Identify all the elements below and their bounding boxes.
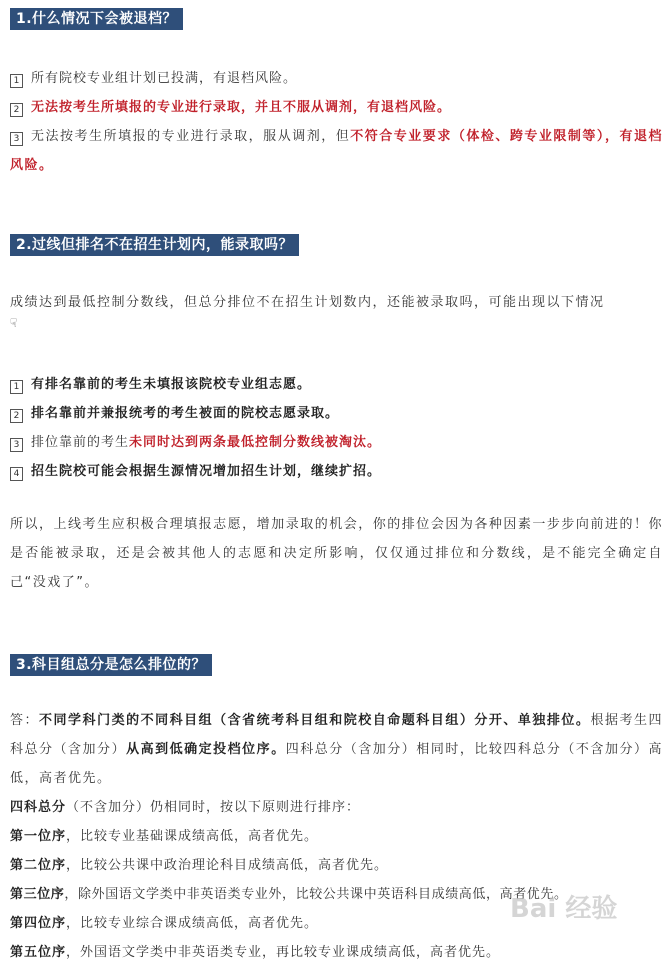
section-2-heading: 2.过线但排名不在招生计划内，能录取吗？ (10, 234, 299, 256)
s3-rule-intro: 四科总分（不含加分）仍相同时，按以下原则进行排序： (10, 800, 361, 815)
section-3-heading: 3.科目组总分是怎么排位的？ (10, 654, 212, 676)
s3-order-5: 第五位序，外国语文学类中非英语类专业，再比较专业课成绩高低，高者优先。 (10, 945, 501, 960)
baidu-jingyan-watermark: Bai 经验 (510, 894, 618, 924)
s2-conclusion: 所以，上线考生应积极合理填报志愿，增加录取的机会，你的排位会因为各种因素一步步向前进的！你是否能被录取，还是会被其他人的志愿和决定所影响，仅仅通过排位和分数线，是不能完全确定自己“没戏了”。 (10, 517, 663, 590)
section-1-body (0, 64, 669, 180)
s3-order-1: 第一位序，比较专业基础课成绩高低，高者优先。 (10, 829, 319, 844)
s1-item-2: 2 无法按考生所填报的专业进行录取，并且不服从调剂，有退档风险。 (0, 93, 669, 122)
s1-item-3: 3 无法按考生所填报的专业进行录取，服从调剂，但不符合专业要求（体检、跨专业限制等），有退档风险。 (10, 129, 663, 173)
number-box-icon: 2 (10, 103, 23, 117)
s3-order-4: 第四位序，比较专业综合课成绩高低，高者优先。 (10, 916, 319, 931)
s3-answer: 答：不同学科门类的不同科目组（含省统考科目组和院校自命题科目组）分开、单独排位。根据考生四科总分（含加分）从高到低确定投档位序。四科总分（含加分）相同时，比较四科总分（不含加分）高低，高者优先。 (10, 713, 663, 786)
s2-item-1: 1 有排名靠前的考生未填报该院校专业组志愿。 (0, 370, 669, 399)
section-1-heading: 1.什么情况下会被退档？ (10, 8, 183, 30)
s2-item-3: 3 排位靠前的考生未同时达到两条最低控制分数线被淘汰。 (0, 428, 669, 457)
section-2-conclusion (0, 510, 669, 597)
s1-item-1: 1 所有院校专业组计划已投满，有退档风险。 (0, 64, 669, 93)
section-2-body (0, 288, 669, 338)
number-box-icon: 4 (10, 467, 23, 481)
section-3-body (0, 706, 669, 967)
hand-pointing-down-icon: ☟ (10, 316, 19, 330)
number-box-icon: 3 (10, 438, 23, 452)
s2-item-4: 4 招生院校可能会根据生源情况增加招生计划，继续扩招。 (0, 457, 669, 486)
s3-order-2: 第二位序，比较公共课中政治理论科目成绩高低，高者优先。 (10, 858, 389, 873)
section-3 (0, 654, 669, 676)
s2-item-2: 2 排名靠前并兼报统考的考生被面的院校志愿录取。 (0, 399, 669, 428)
number-box-icon: 3 (10, 132, 23, 146)
s2-intro: 成绩达到最低控制分数线，但总分排位不在招生计划数内，还能被录取吗，可能出现以下情况 (10, 295, 605, 310)
section-2 (0, 234, 669, 256)
section-1 (0, 8, 669, 30)
section-2-list (0, 370, 669, 486)
s3-order-3: 第三位序，除外国语文学类中非英语类专业外，比较公共课中英语科目成绩高低，高者优先。 (10, 887, 568, 902)
number-box-icon: 2 (10, 409, 23, 423)
number-box-icon: 1 (10, 74, 23, 88)
number-box-icon: 1 (10, 380, 23, 394)
